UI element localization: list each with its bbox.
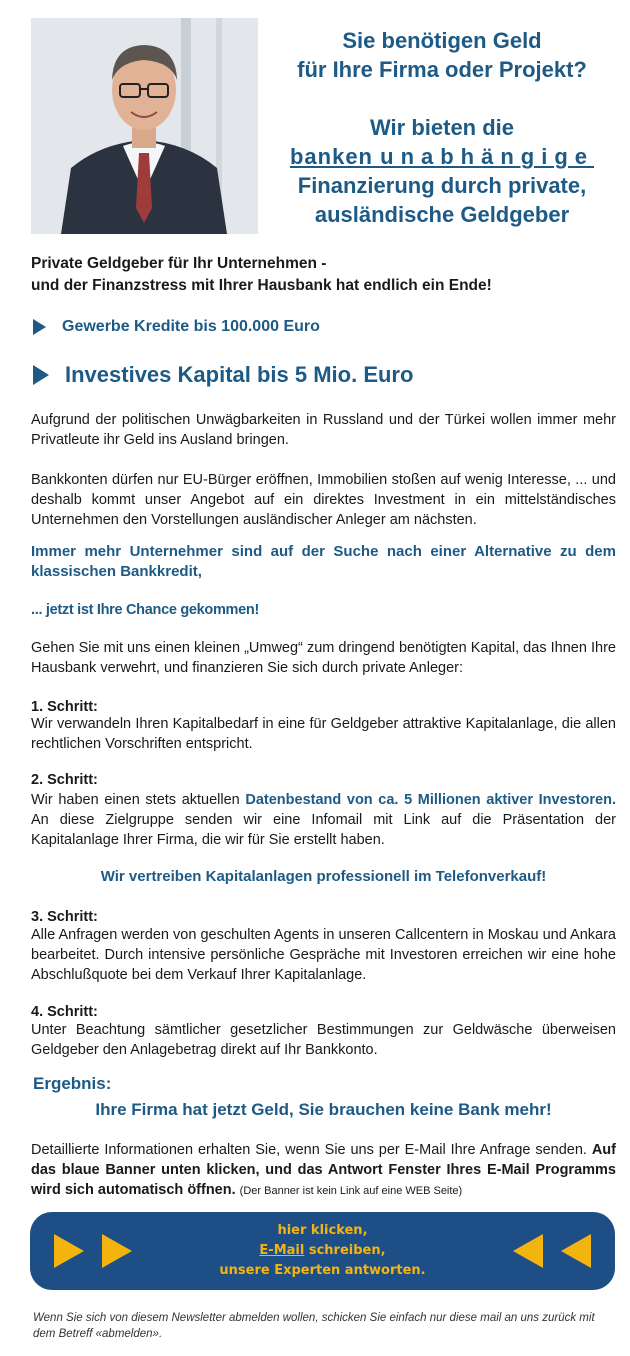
bullet-investives-kapital <box>33 362 413 388</box>
intro-line-2: und der Finanzstress mit Ihrer Hausbank hat endlich ein Ende! <box>31 277 492 294</box>
intro <box>31 253 611 297</box>
paragraph-umweg: Gehen Sie mit uns einen kleinen „Umweg“ zum dringend benötigten Kapital, das Ihnen Ihre Hausbank verwehrt, und finanzieren Sie sich durch private Anleger: <box>31 640 616 676</box>
headline-line-6: ausländische Geldgeber <box>314 202 570 227</box>
right-arrows <box>513 1234 591 1268</box>
step-2-title: 2. Schritt: <box>31 772 98 788</box>
claim-telefonverkauf: Wir vertreiben Kapitalanlagen professionell im Telefonverkauf! <box>100 868 547 885</box>
email-banner-button[interactable] <box>30 1212 615 1290</box>
step-2-text <box>31 790 616 850</box>
headline-line-1: Sie benötigen Geld <box>342 28 542 53</box>
info-bold: Auf das blaue Banner unten klicken, und das Antwort Fenster Ihres E-Mail Programms wird sich automatisch öffnen. <box>31 1142 616 1198</box>
arrow-right-icon <box>54 1234 84 1268</box>
play-triangle-icon <box>33 319 46 335</box>
left-arrows <box>54 1234 132 1268</box>
info-paragraph <box>31 1140 616 1201</box>
arrow-right-icon <box>102 1234 132 1268</box>
paragraph-alternative: Immer mehr Unternehmer sind auf der Suche nach einer Alternative zu dem klassischen Bankkredit, <box>31 543 616 580</box>
businessman-photo <box>31 18 258 234</box>
play-triangle-icon <box>33 365 49 385</box>
arrow-left-icon <box>513 1234 543 1268</box>
banner-line-2 <box>219 1241 425 1261</box>
paragraph-2: Bankkonten dürfen nur EU-Bürger eröffnen, Immobilien stoßen auf wenig Interesse, ... und deshalb kommt unser Angebot auf ein direktes Investment in ein mittelständisches Unternehmen den Vorstellungen ausländischer Anleger am nächsten. <box>31 472 616 528</box>
info-plain: Detaillierte Informationen erhalten Sie, wenn Sie uns per E-Mail Ihre Anfrage senden. <box>31 1142 587 1158</box>
result-label: Ergebnis: <box>33 1074 112 1093</box>
bullet-2-text: Investives Kapital bis 5 Mio. Euro <box>65 362 414 387</box>
bullet-gewerbe-kredite <box>33 318 320 336</box>
headline-banken: banken <box>289 144 373 169</box>
step-3-title: 3. Schritt: <box>31 909 98 925</box>
step-1-title: 1. Schritt: <box>31 699 98 715</box>
bullet-1-text: Gewerbe Kredite bis 100.000 Euro <box>62 318 320 335</box>
banner-line-2-rest: schreiben, <box>304 1243 386 1258</box>
headline-line-4 <box>262 142 622 171</box>
step-4-title: 4. Schritt: <box>31 1004 98 1020</box>
paragraph-chance: ... jetzt ist Ihre Chance gekommen! <box>31 602 259 618</box>
step-1-text: Wir verwandeln Ihren Kapitalbedarf in eine für Geldgeber attraktive Kapitalanlage, die allen rechtlichen Vorschriften entspricht. <box>31 716 616 752</box>
paragraph-1: Aufgrund der politischen Unwägbarkeiten in Russland und der Türkei wollen immer mehr Privatleute ihr Geld ins Ausland bringen. <box>31 412 616 448</box>
headline-line-2: für Ihre Firma oder Projekt? <box>297 57 587 82</box>
unsubscribe-note: Wenn Sie sich von diesem Newsletter abmelden wollen, schicken Sie einfach nur diese mail an uns zurück mit dem Betreff «abmelden». <box>33 1312 595 1340</box>
banner-line-3: unsere Experten antworten. <box>219 1263 426 1278</box>
headline-line-3: Wir bieten die <box>369 115 515 140</box>
info-small: (Der Banner ist kein Link auf eine WEB Seite) <box>239 1185 463 1197</box>
step-3-text: Alle Anfragen werden von geschulten Agents in unseren Callcentern in Moskau und Ankara bearbeitet. Durch intensive persönliche Gespräche mit Investoren erreichen wir eine hohe Abschlußquote bei dem Verkauf Ihrer Kapitalanlage. <box>31 927 616 983</box>
headline-line-5: Finanzierung durch private, <box>297 173 587 198</box>
step-2-pre: Wir haben einen stets aktuellen <box>31 792 246 808</box>
result-text: Ihre Firma hat jetzt Geld, Sie brauchen keine Bank mehr! <box>95 1100 552 1119</box>
step-4-text: Unter Beachtung sämtlicher gesetzlicher Bestimmungen zur Geldwäsche überweisen Geldgeber den Anlagebetrag direkt auf Ihr Bankkonto. <box>31 1022 616 1058</box>
step-2-post: An diese Zielgruppe senden wir eine Infomail mit Link auf die Präsentation der Kapitalanlage Ihrer Firma, die wir für Sie erstellt haben. <box>31 812 616 848</box>
step-2-highlight: Datenbestand von ca. 5 Millionen aktiver Investoren. <box>245 792 616 808</box>
headline-unabhaengige: unabhängige <box>380 144 595 169</box>
banner-text <box>219 1221 425 1281</box>
arrow-left-icon <box>561 1234 591 1268</box>
email-link[interactable]: E-Mail <box>259 1243 305 1258</box>
intro-line-1: Private Geldgeber für Ihr Unternehmen - <box>31 255 327 272</box>
banner-line-1: hier klicken, <box>277 1223 368 1238</box>
headline <box>262 26 622 229</box>
